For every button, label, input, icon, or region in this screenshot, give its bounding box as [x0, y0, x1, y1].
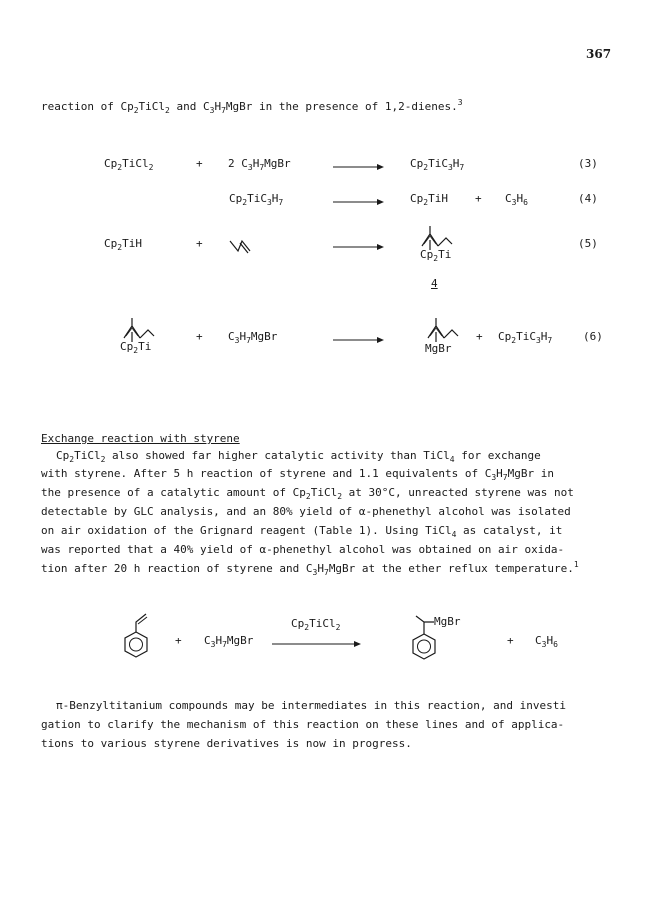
eq6-arrow — [333, 336, 385, 344]
styrene-structure — [120, 610, 156, 664]
scheme-arrow — [272, 640, 362, 648]
para1-line2: with styrene. After 5 h reaction of styrene and 1.1 equivalents of $C_3H_7MgBr$ in — [41, 467, 554, 482]
eq6-plus1: + — [196, 330, 203, 343]
scheme-plus2: + — [507, 634, 514, 647]
eq4-product2: $C_3H_6$ — [505, 192, 528, 207]
eq6-reactant-label: $Cp_2Ti$ — [120, 340, 152, 355]
eq5-product-label: $Cp_2Ti$ — [420, 248, 452, 263]
eq4-product1: $Cp_2TiH$ — [410, 192, 448, 207]
para2-line2: gation to clarify the mechanism of this reaction on these lines and of applica- — [41, 718, 565, 731]
eq3-plus: + — [196, 157, 203, 170]
scheme-product-label: MgBr — [434, 615, 461, 628]
para1-line7: tion after 20 h reaction of styrene and $C_3H_7MgBr$ at the ether reflux temperature.$^1$ — [41, 560, 579, 577]
eq6-number: (6) — [583, 330, 603, 343]
eq3-number: (3) — [578, 157, 598, 170]
eq3-arrow — [333, 163, 385, 171]
diene-structure — [228, 231, 256, 255]
para1-line3: the presence of a catalytic amount of $Cp_2TiCl_2$ at 30°C, unreacted styrene was not — [41, 486, 574, 501]
intro-line: reaction of $Cp_2TiCl_2$ and $C_3H_7MgBr$ in the presence of 1,2-dienes.$^3$ — [41, 98, 463, 115]
scheme-byproduct: $C_3H_6$ — [535, 634, 558, 649]
eq5-reactant: $Cp_2TiH$ — [104, 237, 142, 252]
para1-line4: detectable by GLC analysis, and an 80% yield of α-phenethyl alcohol was isolated — [41, 505, 571, 518]
scheme-reagent: $C_3H_7MgBr$ — [204, 634, 254, 649]
page-number: 367 — [586, 47, 612, 61]
scheme-catalyst: $Cp_2TiCl_2$ — [291, 617, 341, 632]
eq4-arrow — [333, 198, 385, 206]
eq6-plus2: + — [476, 330, 483, 343]
eq4-plus: + — [475, 192, 482, 205]
eq4-number: (4) — [578, 192, 598, 205]
eq6-product-label: MgBr — [425, 342, 452, 355]
para1-line5: on air oxidation of the Grignard reagent (Table 1). Using TiCl$_4$ as catalyst, it — [41, 524, 563, 539]
compound-number: 4 — [431, 277, 438, 290]
section-heading: Exchange reaction with styrene — [41, 432, 240, 445]
para2-line3: tions to various styrene derivatives is now in progress. — [41, 737, 412, 750]
eq5-arrow — [333, 243, 385, 251]
para2-line1: π-Benzyltitanium compounds may be intermediates in this reaction, and investi — [56, 699, 566, 712]
eq5-number: (5) — [578, 237, 598, 250]
scheme-plus1: + — [175, 634, 182, 647]
eq4-reactant: $Cp_2TiC_3H_7$ — [229, 192, 284, 207]
para1-line6: was reported that a 40% yield of α-phenethyl alcohol was obtained on air oxida- — [41, 543, 565, 556]
eq6-product2: $Cp_2TiC_3H_7$ — [498, 330, 553, 345]
eq6-reactant2: $C_3H_7MgBr$ — [228, 330, 278, 345]
eq3-reactant2: 2 $C_3H_7MgBr$ — [228, 157, 291, 172]
eq3-reactant1: $Cp_2TiCl_2$ — [104, 157, 154, 172]
allyl-grignard-structure — [424, 318, 460, 344]
eq3-product: $Cp_2TiC_3H_7$ — [410, 157, 465, 172]
para1-line1: $Cp_2TiCl_2$ also showed far higher catalytic activity than TiCl$_4$ for exchange — [56, 449, 541, 464]
eq5-plus: + — [196, 237, 203, 250]
